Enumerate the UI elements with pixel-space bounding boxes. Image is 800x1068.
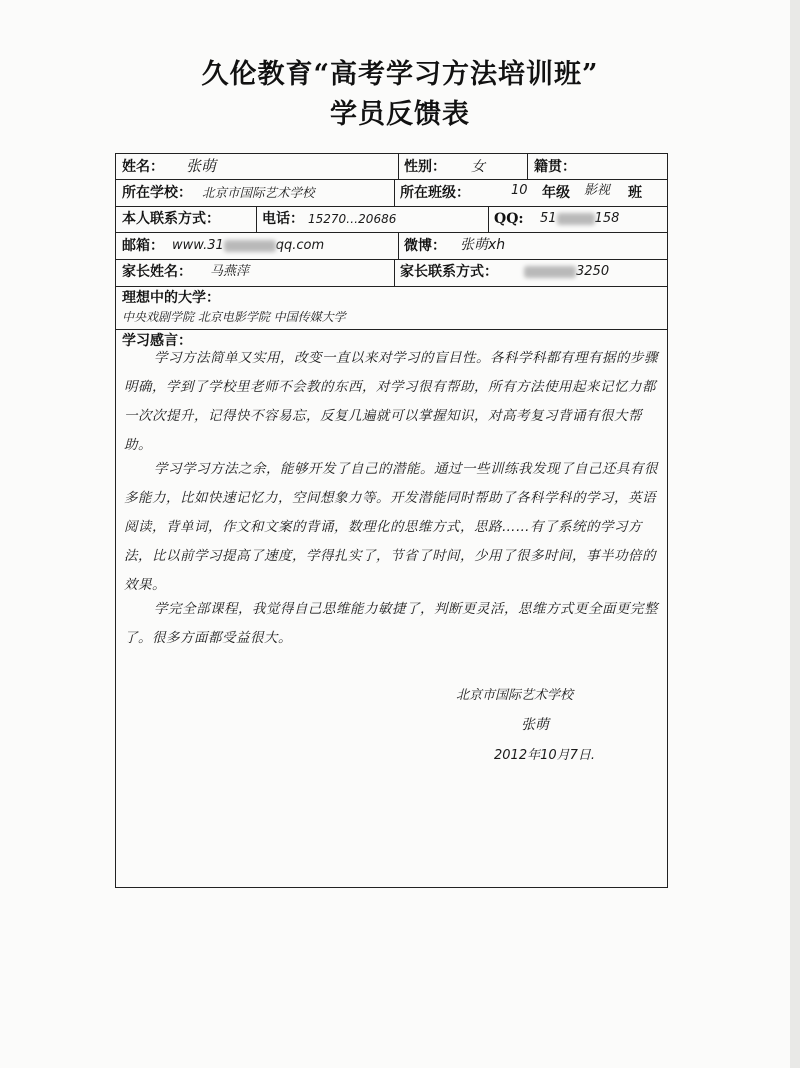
row-divider — [116, 232, 667, 233]
feedback-paragraph-1: 学习方法简单又实用，改变一直以来对学习的盲目性。各科学科都有理有据的步骤明确，学到了学校里老师不会教的东西，对学习很有帮助，所有方法使用起来记忆力都一次次提升，记得快不容易忘，反复几遍就可以掌握知识，对高考复习背诵有很大帮助。 — [124, 350, 658, 453]
school-label: 所在学校： — [122, 185, 192, 201]
qq-value-start: 51 — [540, 211, 557, 226]
class-name-value: 影视 — [584, 183, 611, 198]
parent-contact-label: 家长联系方式： — [400, 264, 498, 280]
feedback-form-table — [115, 153, 668, 888]
weibo-value: 张萌xh — [460, 237, 506, 253]
row-divider — [116, 286, 667, 287]
qq-label: QQ: — [494, 211, 524, 227]
parent-name-label: 家长姓名： — [122, 264, 192, 280]
row-divider — [116, 329, 667, 330]
col-divider — [394, 179, 395, 206]
feedback-paragraph-2: 学习学习方法之余，能够开发了自己的潜能。通过一些训练我发现了自己还具有很多能力，比如快速记忆力，空间想象力等。开发潜能同时帮助了各科学科的学习，英语阅读，背单词，作文和文案的背诵，数理化的思维方式，思路……有了系统的学习方法，比以前学习提高了速度，学得扎实了，节省了时间，少用了很多时间，事半功倍的效果。 — [124, 461, 658, 593]
name-value: 张萌 — [186, 157, 217, 175]
signature-date: 2012年10月7日. — [494, 748, 596, 763]
col-divider — [394, 259, 395, 286]
class-unit-label: 班 — [628, 185, 642, 201]
feedback-paragraph-3: 学完全部课程，我觉得自己思维能力敏捷了，判断更灵活，思维方式更全面更完整了。很多方面都受益很大。 — [124, 601, 658, 646]
native-place-label: 籍贯： — [534, 159, 576, 175]
form-title: 久伦教育“高考学习方法培训班” — [201, 59, 599, 90]
gender-label: 性别： — [404, 159, 446, 175]
col-divider — [398, 232, 399, 259]
gender-value: 女 — [471, 159, 485, 175]
row-divider — [116, 259, 667, 260]
redaction-blur — [224, 240, 276, 252]
parent-contact-value — [524, 264, 609, 280]
weibo-label: 微博： — [404, 238, 446, 254]
row-divider — [116, 206, 667, 207]
col-divider — [488, 206, 489, 232]
col-divider — [398, 154, 399, 179]
class-grade-value: 10 — [511, 183, 528, 198]
class-label: 所在班级： — [400, 185, 470, 201]
page-edge — [790, 0, 800, 1068]
feedback-label: 学习感言： — [122, 333, 192, 349]
email-value — [172, 238, 324, 254]
school-value: 北京市国际艺术学校 — [202, 185, 315, 200]
parent-name-value: 马燕萍 — [210, 264, 250, 279]
name-label: 姓名： — [122, 159, 164, 175]
signature-name: 张萌 — [521, 717, 549, 733]
phone-label: 电话： — [262, 211, 304, 227]
parent-contact-value-end: 3250 — [576, 264, 610, 279]
email-label: 邮箱： — [122, 238, 164, 254]
grade-unit-label: 年级 — [542, 185, 570, 201]
email-value-start: www.31 — [172, 238, 224, 253]
qq-value-end: 158 — [594, 211, 620, 226]
col-divider — [256, 206, 257, 232]
ideal-university-label: 理想中的大学： — [122, 290, 220, 306]
qq-value — [540, 211, 619, 227]
row-divider — [116, 179, 667, 180]
form-subtitle: 学员反馈表 — [330, 99, 470, 130]
col-divider — [527, 154, 528, 179]
redaction-blur — [557, 213, 595, 225]
redaction-blur — [524, 266, 576, 278]
phone-value: 15270…20686 — [308, 212, 397, 226]
email-value-end: qq.com — [275, 238, 325, 253]
ideal-university-value: 中央戏剧学院 北京电影学院 中国传媒大学 — [122, 310, 346, 324]
signature-school: 北京市国际艺术学校 — [456, 688, 574, 703]
contact-label: 本人联系方式： — [122, 211, 220, 227]
